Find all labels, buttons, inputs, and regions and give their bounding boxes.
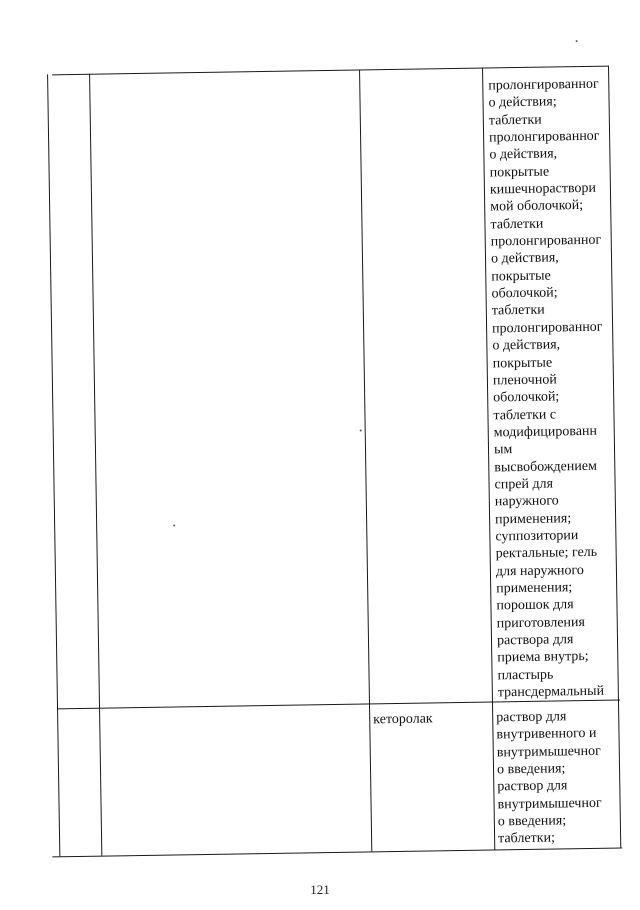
row1-dosage-forms-cell [488, 76, 608, 702]
text-line: таблетки; [498, 830, 556, 847]
text-line: ым [493, 442, 513, 458]
text-line: о действия; [488, 94, 557, 111]
text-line: таблетки [490, 216, 544, 233]
text-line: внутривенного и [496, 726, 597, 743]
text-line: о действия, [490, 250, 559, 267]
text-line: трансдермальный [497, 683, 605, 701]
text-line: модифицированн [493, 423, 598, 441]
row2-drug-name-cell: кеторолак [373, 711, 433, 728]
text-line: суппозитории [495, 528, 579, 545]
text-line: покрытые [492, 355, 553, 371]
table-bottom-border [52, 847, 622, 857]
text-line: о введения; [497, 813, 567, 830]
scan-speck [173, 524, 175, 526]
text-line: кишечнораствори [489, 180, 597, 198]
column-3-left-border [359, 69, 372, 851]
scan-speck [360, 429, 362, 431]
text-line: пролонгированног [491, 319, 603, 337]
text-line: о действия, [489, 146, 558, 163]
text-line: пролонгированног [490, 232, 602, 250]
text-line: покрытые [491, 268, 551, 285]
text-line: применения; [496, 580, 573, 597]
table-top-border [52, 66, 609, 76]
text-line: о действия, [492, 337, 561, 354]
row2-dosage-forms-cell [496, 708, 602, 848]
text-line: раствор для [497, 778, 568, 795]
text-line: таблетки [488, 112, 542, 129]
text-line: пролонгированног [489, 128, 600, 146]
text-line: высвобождением [494, 458, 597, 475]
text-line: пленочной [492, 372, 557, 389]
text-line: приема внутрь; [497, 649, 589, 666]
text-line: раствор для [496, 709, 567, 726]
text-line: таблетки [491, 303, 545, 319]
text-line: покрытые [489, 164, 550, 181]
page-number: 121 [310, 882, 330, 897]
text-line: раствора для [496, 632, 574, 649]
text-line: внутримышечног [497, 795, 602, 813]
text-line: о введения; [496, 761, 566, 778]
scan-speck [576, 40, 578, 42]
column-2-left-border [89, 74, 102, 856]
text-line: таблетки с [493, 406, 557, 423]
text-line: оболочкой; [491, 285, 558, 302]
text-line: пластырь [497, 667, 554, 684]
text-line: пролонгированног [488, 76, 599, 94]
text-line: ректальные; гель [495, 545, 598, 562]
text-line: приготовления [496, 614, 586, 632]
text-line: спрей для [494, 476, 554, 493]
column-1-left-border [47, 74, 60, 856]
text-line: применения; [494, 510, 572, 528]
text-line: оболочкой; [493, 389, 560, 406]
table-right-border [608, 66, 621, 848]
text-line: наружного [494, 493, 559, 510]
text-line: внутримышечног [496, 743, 601, 761]
text-line: для наружного [495, 562, 584, 580]
text-line: порошок для [496, 597, 574, 614]
text-line: мой оболочкой; [490, 198, 584, 215]
